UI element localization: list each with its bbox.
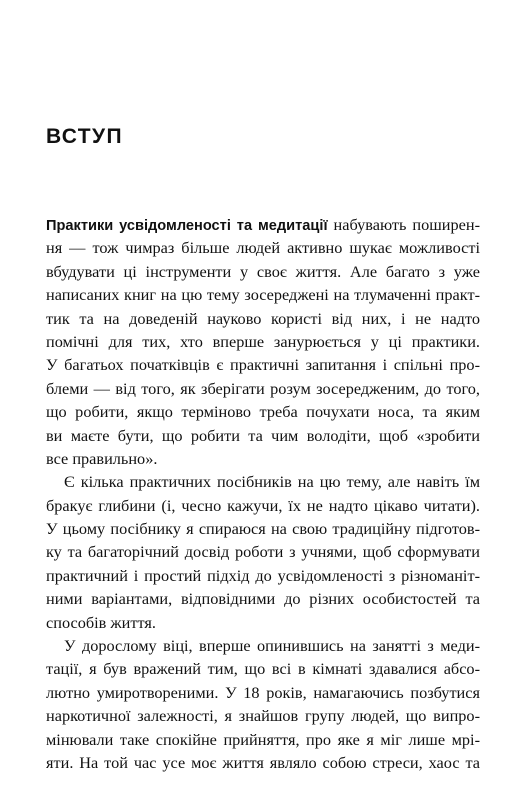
paragraph-line: У цьому посібнику я спираюся на свою традиційну підготов- [46, 519, 480, 539]
body-text [46, 213, 480, 774]
paragraph-line: Є кілька практичних посібників на цю тему, але навіть їм [64, 472, 480, 492]
paragraph-line: написаних книг на цю тему зосереджені на тлумаченні практ- [46, 285, 480, 305]
paragraph-line: блеми — від того, як зберігати розум зосередженим, до того, [46, 378, 480, 398]
paragraph-line: практичний і простий підхід до усвідомленості з різноманіт- [46, 565, 480, 585]
paragraph-line: У дорослому віці, вперше опинившись на занятті з меди- [64, 636, 480, 656]
paragraph-line: способів життя. [46, 612, 156, 632]
paragraph-line: наркотичної залежності, я знайшов групу людей, що випро- [46, 706, 480, 726]
paragraph-line: ви маєте бути, що робити та чим володіти, щоб «зробити [46, 425, 480, 445]
paragraph-line: тації, я був вражений тим, що всі в кімнаті здавалися абсо- [46, 659, 480, 679]
paragraph-line: тик та на доведеній науково користі від них, і не надто [46, 308, 480, 328]
paragraph-line: вбудувати ці інструменти у своє життя. Але багато з уже [46, 261, 480, 281]
paragraph-line: лютно умиротвореними. У 18 років, намагаючись позбутися [46, 682, 480, 702]
paragraph-line: ними варіантами, відповідними до різних особистостей та [46, 589, 480, 609]
paragraph-line: ку та багаторічний досвід роботи з учнями, щоб сформувати [46, 542, 480, 562]
paragraph-line: яти. На той час усе моє життя являло собою стреси, хаос та [46, 752, 480, 772]
paragraph-line: що робити, якщо терміново треба почухати носа, та яким [46, 402, 480, 422]
paragraph-line: бракує глибини (і, чесно кажучи, їх не надто цікаво читати). [46, 495, 480, 515]
paragraph-line: мінювали таке спокійне прийняття, про яке я міг лише мрі- [46, 729, 480, 749]
lead-phrase: Практики усвідомленості та медитації [46, 218, 328, 234]
paragraph-line: все правильно». [46, 448, 158, 468]
chapter-heading: ВСТУП [46, 125, 123, 148]
paragraph-line: У багатьох початківців є практичні запитання і спільні про- [46, 355, 480, 375]
paragraph-line-1: Практики усвідомленості та медитації набувають поширен- [46, 215, 481, 234]
paragraph-line: помічні для тих, хто вперше занурюється у ці практики. [46, 331, 480, 351]
paragraph-line: ня — тож чимраз більше людей активно шукає можливості [46, 238, 480, 258]
